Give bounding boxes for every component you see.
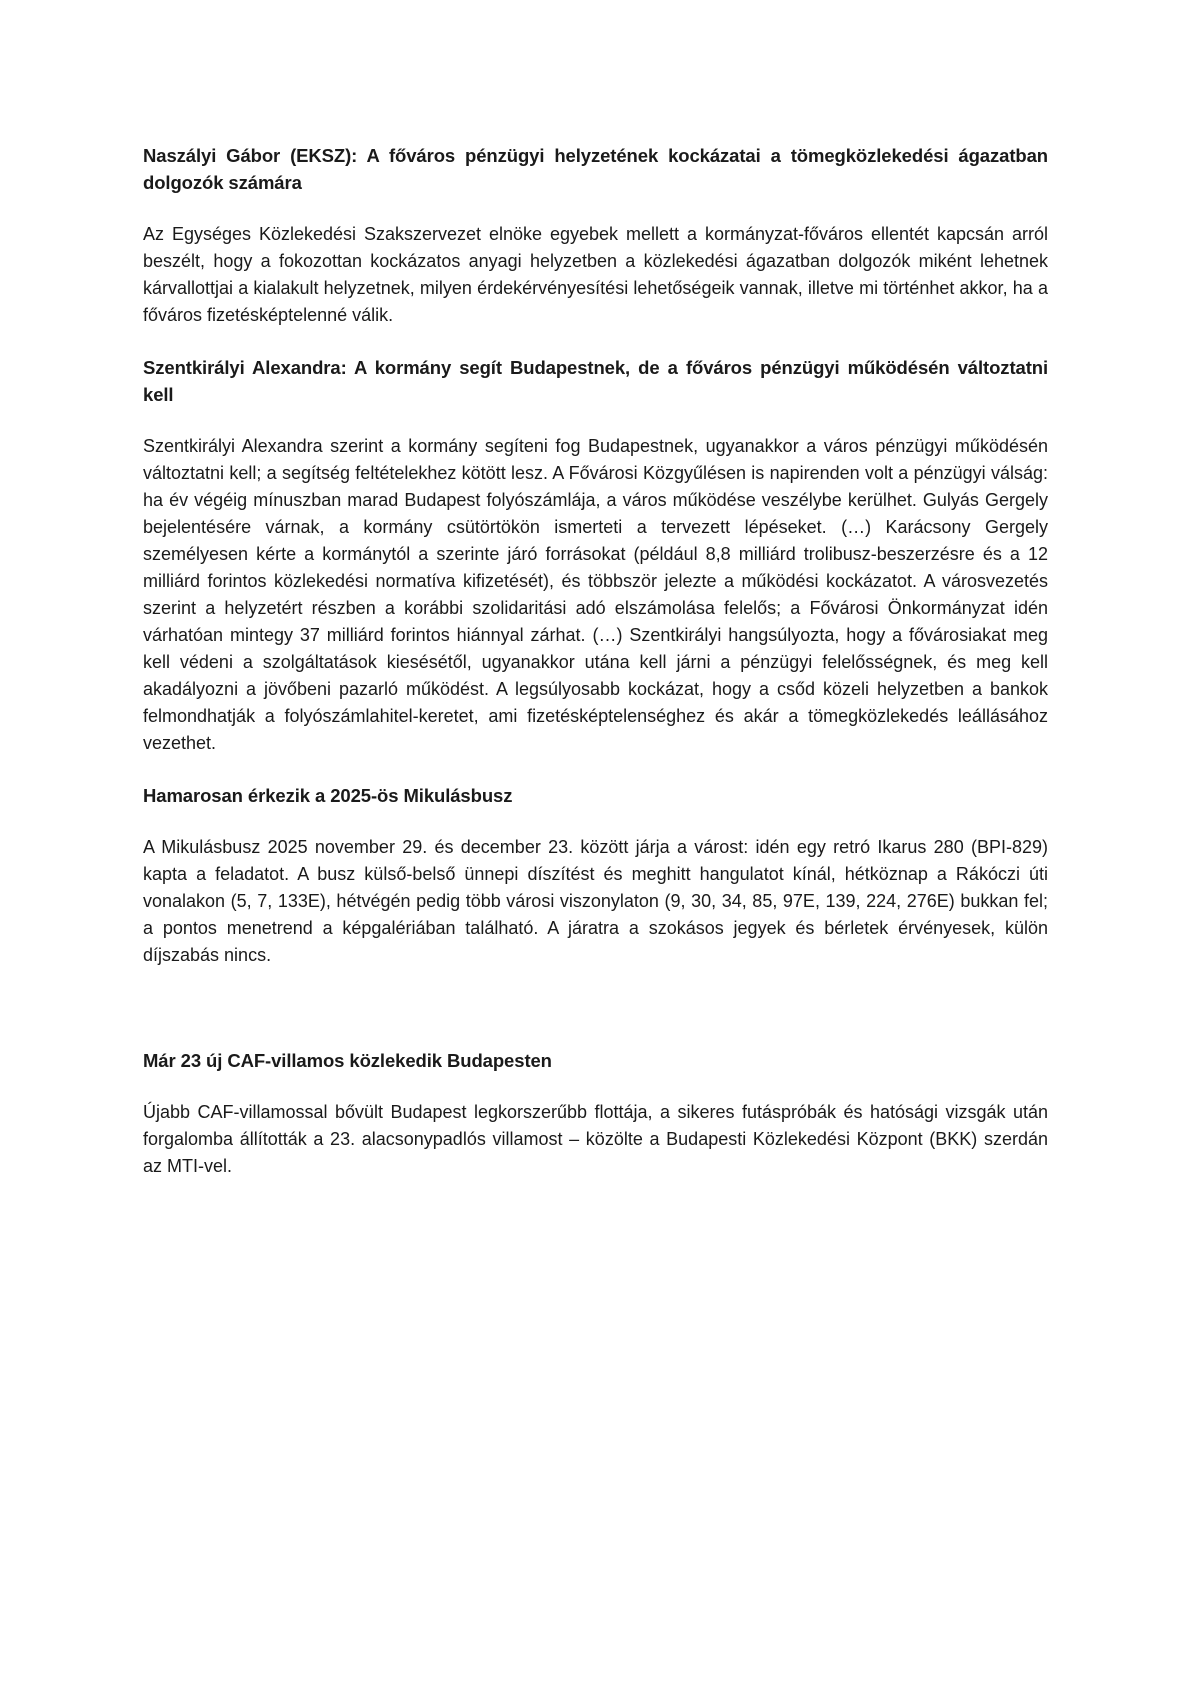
article-body: A Mikulásbusz 2025 november 29. és december 23. között járja a várost: idén egy retró Ikarus 280 (BPI-829) kapta a feladatot. A busz külső-belső ünnepi díszítést és meghitt hangulatot kínál, hétköznap a Rákóczi úti vonalakon (5, 7, 133E), hétvégén pedig több városi viszonylaton (9, 30, 34, 85, 97E, 139, 224, 276E) bukkan fel; a pontos menetrend a képgalériában található. A járatra a szokásos jegyek és bérletek érvényesek, külön díjszabás nincs. (143, 837, 1048, 965)
article-mikulasbusz (143, 782, 1048, 969)
article-title: Naszályi Gábor (EKSZ): A főváros pénzügyi helyzetének kockázatai a tömegközlekedési ágazatban dolgozók számára (143, 145, 1048, 193)
article-title: Szentkirályi Alexandra: A kormány segít Budapestnek, de a főváros pénzügyi működésén változtatni kell (143, 357, 1048, 405)
document-page (143, 142, 1048, 1180)
article-body: Az Egységes Közlekedési Szakszervezet elnöke egyebek mellett a kormányzat-főváros ellentét kapcsán arról beszélt, hogy a fokozottan kockázatos anyagi helyzetben a közlekedési ágazatban dolgozók miként lehetnek kárvallottjai a kialakult helyzetnek, milyen érdekérvényesítési lehetőségeik vannak, illetve mi történhet akkor, ha a főváros fizetésképtelenné válik. (143, 224, 1048, 325)
article-body: Szentkirályi Alexandra szerint a kormány segíteni fog Budapestnek, ugyanakkor a város pénzügyi működésén változtatni kell; a segítség feltételekhez kötött lesz. A Fővárosi Közgyűlésen is napirenden volt a pénzügyi válság: ha év végéig mínuszban marad Budapest folyószámlája, a város működése veszélybe kerülhet. Gulyás Gergely bejelentésére várnak, a kormány csütörtökön ismerteti a tervezett lépéseket. (…) Karácsony Gergely személyesen kérte a kormánytól a szerinte járó forrásokat (például 8,8 milliárd trolibusz-beszerzésre és a 12 milliárd forintos közlekedési normatíva kifizetését), és többször jelezte a működési kockázatot. A városvezetés szerint a helyzetért részben a korábbi szolidaritási adó elszámolása felelős; a Fővárosi Önkormányzat idén várhatóan mintegy 37 milliárd forintos hiánnyal zárhat. (…) Szentkirályi hangsúlyozta, hogy a fővárosiakat meg kell védeni a szolgáltatások kiesésétől, ugyanakkor utána kell járni a pénzügyi felelősségnek, és meg kell akadályozni a jövőbeni pazarló működést. A legsúlyosabb kockázat, hogy a csőd közeli helyzetben a bankok felmondhatják a folyószámlahitel-keretet, ami fizetésképtelenséghez és akár a tömegközlekedés leállásához vezethet. (143, 436, 1048, 753)
article-eksz (143, 142, 1048, 329)
article-caf-villamos (143, 1047, 1048, 1180)
article-szentkiralyi (143, 354, 1048, 757)
article-title: Már 23 új CAF-villamos közlekedik Budapesten (143, 1050, 552, 1071)
article-body: Újabb CAF-villamossal bővült Budapest legkorszerűbb flottája, a sikeres futáspróbák és hatósági vizsgák után forgalomba állították a 23. alacsonypadlós villamost – közölte a Budapesti Közlekedési Központ (BKK) szerdán az MTI-vel. (143, 1102, 1048, 1176)
article-title: Hamarosan érkezik a 2025-ös Mikulásbusz (143, 785, 513, 806)
